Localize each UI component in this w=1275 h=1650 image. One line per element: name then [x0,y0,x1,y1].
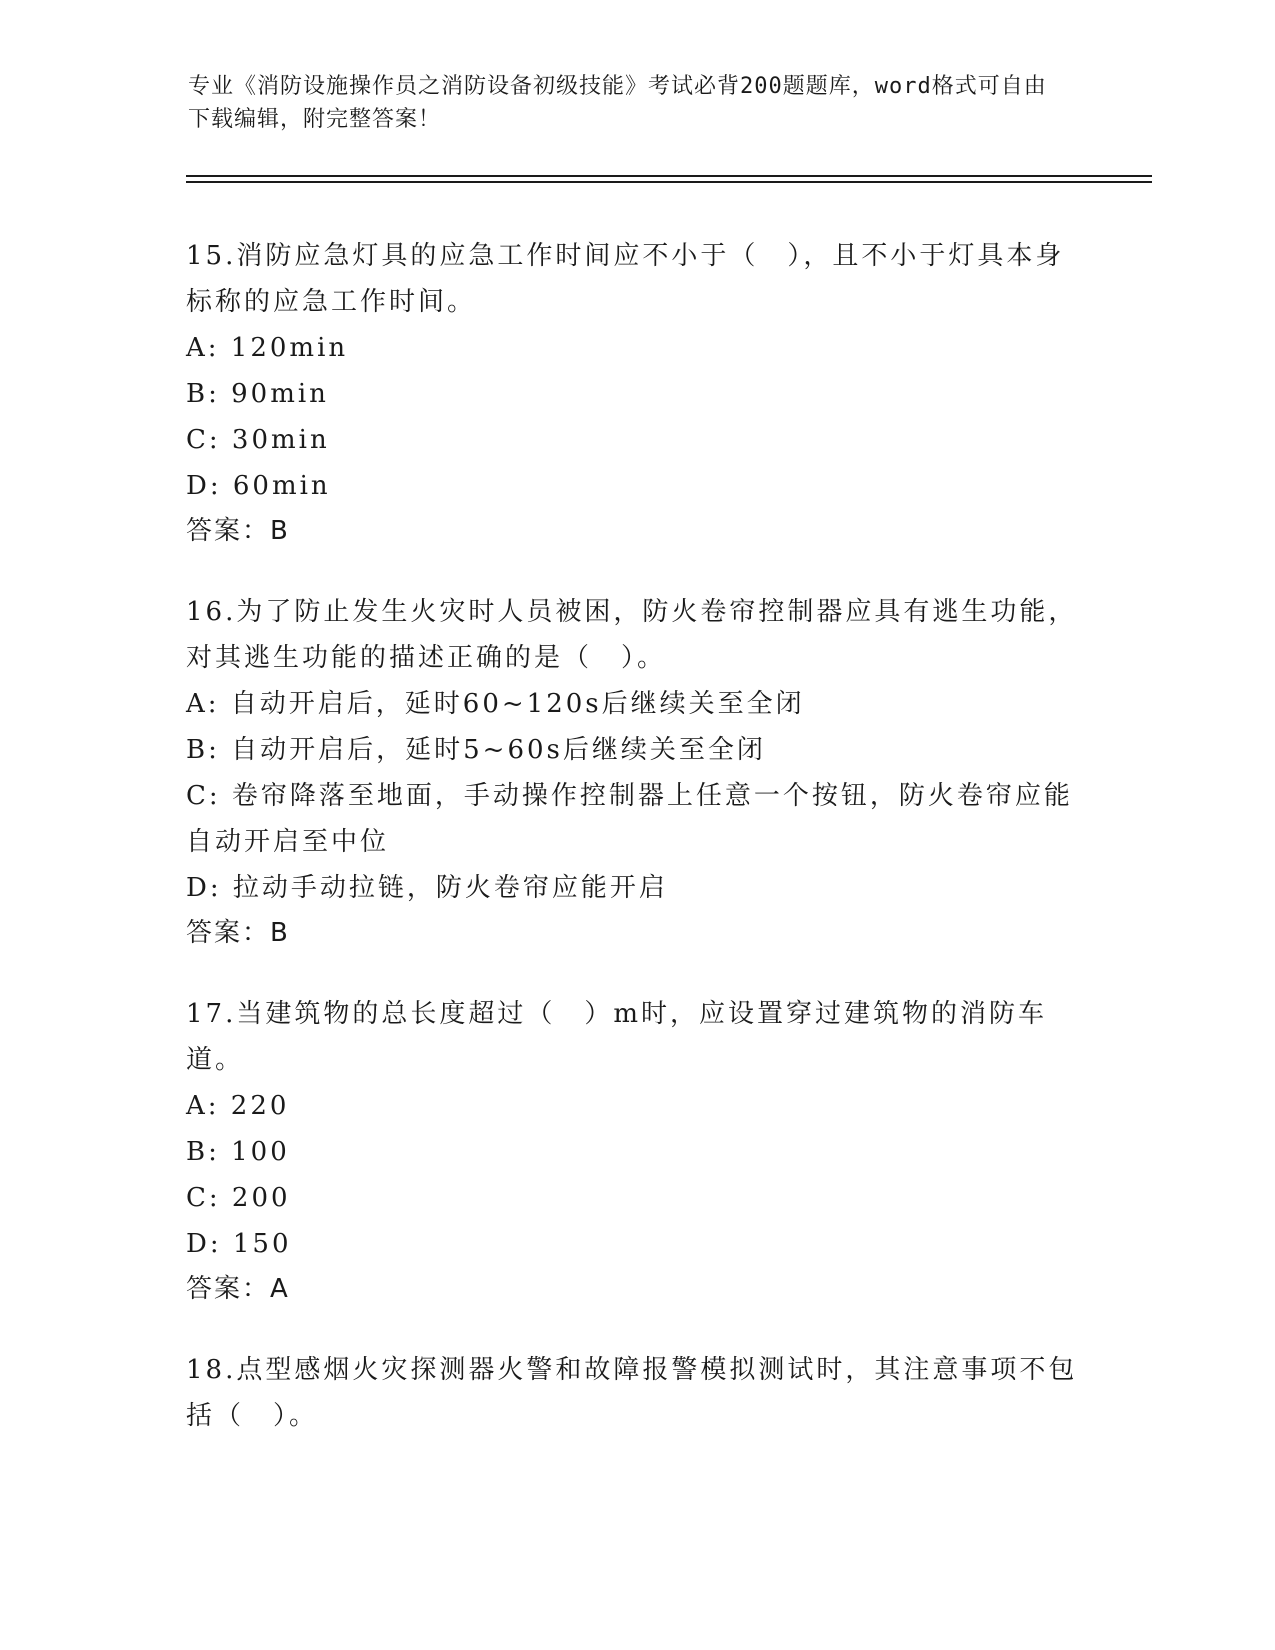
option-c: C: 卷帘降落至地面，手动操作控制器上任意一个按钮，防火卷帘应能自动开启至中位 [186,781,1073,857]
option-d: D: 150 [186,1229,292,1259]
question-text: 17.当建筑物的总长度超过（ ）m时，应设置穿过建筑物的消防车道。 [186,999,1048,1075]
option-d: D: 60min [186,471,331,501]
option-b: B: 自动开启后，延时5~60s后继续关至全闭 [186,735,766,765]
answer-label: 答案：B [186,918,290,948]
question-text: 16.为了防止发生火灾时人员被困，防火卷帘控制器应具有逃生功能，对其逃生功能的描述正确的是（ ）。 [186,597,1078,673]
question-16 [186,589,1086,955]
question-18 [186,1347,1086,1439]
document-header: 专业《消防设施操作员之消防设备初级技能》考试必背200题题库，word格式可自由下载编辑，附完整答案！ [188,74,1047,132]
option-a: A: 120min [186,333,349,363]
answer-label: 答案：B [186,516,290,546]
option-c: C: 30min [186,425,330,455]
question-list [186,233,1086,1475]
option-a: A: 自动开启后，延时60~120s后继续关至全闭 [186,689,805,719]
question-text: 15.消防应急灯具的应急工作时间应不小于（ ），且不小于灯具本身标称的应急工作时间。 [186,241,1065,317]
option-b: B: 100 [186,1137,290,1167]
header-divider-top [186,175,1152,177]
question-17 [186,991,1086,1311]
option-a: A: 220 [186,1091,290,1121]
option-d: D: 拉动手动拉链，防火卷帘应能开启 [186,873,668,903]
question-15 [186,233,1086,553]
answer-label: 答案：A [186,1274,290,1304]
header-divider-bottom [186,181,1152,183]
option-c: C: 200 [186,1183,291,1213]
option-b: B: 90min [186,379,329,409]
question-text: 18.点型感烟火灾探测器火警和故障报警模拟测试时，其注意事项不包括（ ）。 [186,1355,1078,1431]
